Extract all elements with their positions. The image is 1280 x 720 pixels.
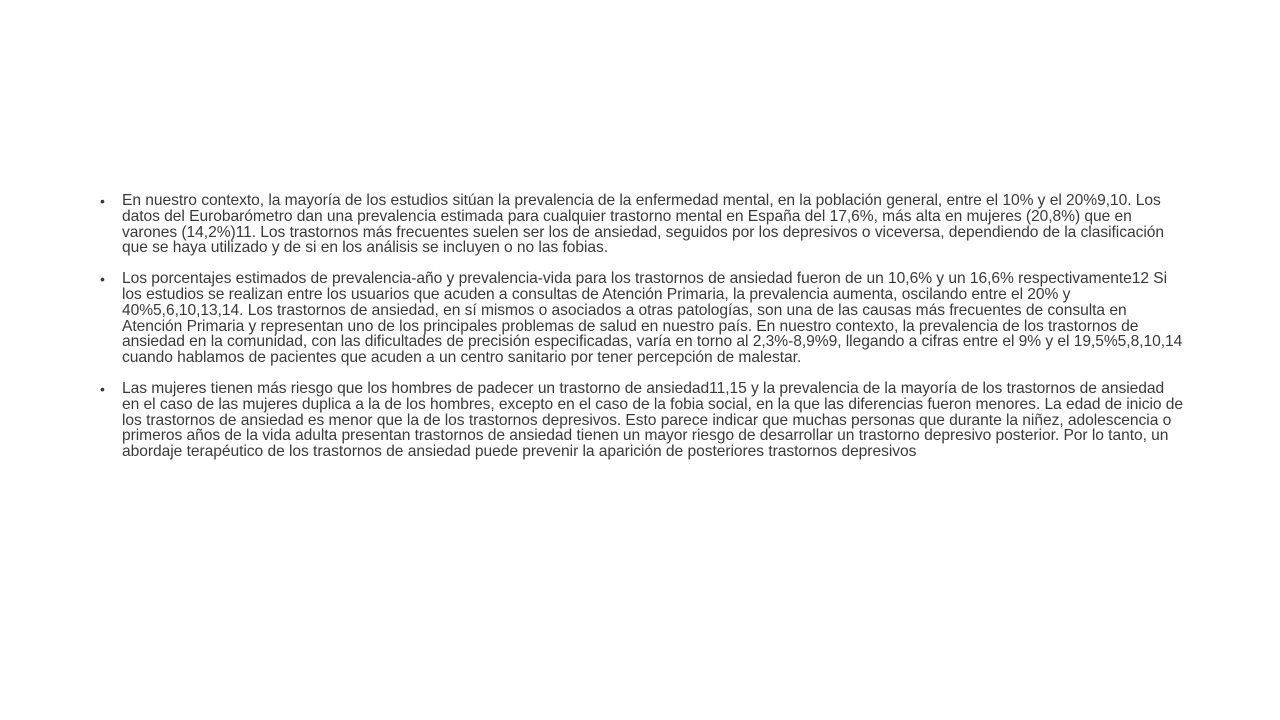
bullet-item-anxiety-prevalence xyxy=(100,271,1185,366)
bullet-item-prevalence-general xyxy=(100,193,1185,256)
bullet-dot-icon: • xyxy=(100,271,105,288)
bullet-dot-icon: • xyxy=(100,380,105,397)
bullet-dot-icon: • xyxy=(100,193,105,209)
bullet-text: Los porcentajes estimados de prevalencia-año y prevalencia-vida para los trastornos de ansiedad fueron de un 10,6% y un 16,6% respectivamente12 Si los estudios se realizan entre los usuarios que acuden a consultas de Atención Primaria, la prevalencia aumenta, oscilando entre el 20% y 40%5,6,10,13,14. Los trastornos de ansiedad, en sí mismos o asociados a otras patologías, son una de las causas más frecuentes de consulta en Atención Primaria y representan uno de los principales problemas de salud en nuestro país. En nuestro contexto, la prevalencia de los trastornos de ansiedad en la comunidad, con las dificultades de precisión especificadas, varía en torno al 2,3%-8,9%9, llegando a cifras entre el 9% y el 19,5%5,8,10,14 cuando hablamos de pacientes que acuden a un centro sanitario por tener percepción de malestar. xyxy=(122,270,1183,367)
bullet-text: Las mujeres tienen más riesgo que los hombres de padecer un trastorno de ansiedad11,15 y la prevalencia de la mayoría de los trastornos de ansiedad en el caso de las mujeres duplica a la de los hombres, excepto en el caso de la fobia social, en la que las diferencias fueron menores. La edad de inicio de los trastornos de ansiedad es menor que la de los trastornos depresivos. Esto parece indicar que muchas personas que durante la niñez, adolescencia o primeros años de la vida adulta presentan trastornos de ansiedad tienen un mayor riesgo de desarrollar un trastorno depresivo posterior. Por lo tanto, un abordaje terapéutico de los trastornos de ansiedad puede prevenir la aparición de posteriores trastornos depresivos xyxy=(122,379,1184,461)
bullet-list xyxy=(100,193,1185,460)
bullet-item-women-risk xyxy=(100,381,1185,460)
bullet-text: En nuestro contexto, la mayoría de los estudios sitúan la prevalencia de la enfermedad mental, en la población general, entre el 10% y el 20%9,10. Los datos del Eurobarómetro dan una prevalencia estimada para cualquier trastorno mental en España del 17,6%, más alta en mujeres (20,8%) que en varones (14,2%)11. Los trastornos más frecuentes suelen ser los de ansiedad, seguidos por los depresivos o viceversa, dependiendo de la clasificación que se haya utilizado y de si en los análisis se incluyen o no las fobias. xyxy=(122,192,1164,257)
slide-content xyxy=(100,193,1185,475)
